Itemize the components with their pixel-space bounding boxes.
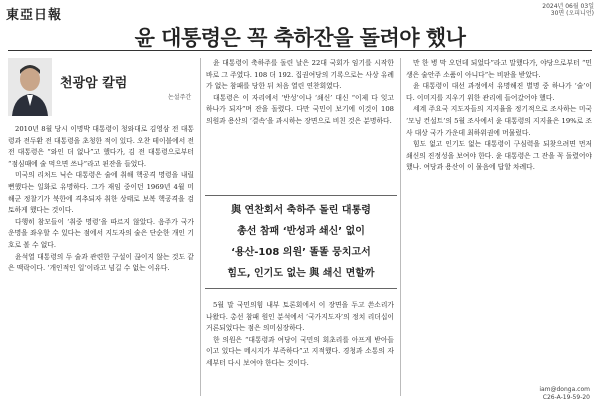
newspaper-masthead: 東亞日報 <box>6 8 63 23</box>
paragraph: 5월 말 국민의힘 내부 토론회에서 이 장면을 두고 쓴소리가 나왔다. 총선 참패 원인 분석에서 ‘국가지도자’의 정치 리더십이 거론되었다는 점은 의미심장하다. <box>206 301 394 333</box>
article-column-3 <box>406 58 592 384</box>
paragraph: 윤석열 대통령의 두 술과 관련한 구설이 끊이지 않는 것도 같은 맥락이다. ‘개인적인 일’이라고 넘길 수 없는 이유다. <box>8 252 194 273</box>
dateline-date: 2024년 06월 03일 <box>542 3 594 10</box>
pull-quote-line: ‘용산-108 의원’ 똘똘 뭉치고서 <box>231 247 371 258</box>
headline-divider <box>8 50 592 51</box>
column-name: 천광암 칼럼 <box>60 76 128 91</box>
author-email: iam@donga.com <box>539 386 590 393</box>
paragraph: 윤 대통령이 대선 과정에서 유명해진 별명 중 하나가 ‘술’이다. 이미지를 지우기 위한 관리에 들어갔어야 했다. <box>406 82 592 102</box>
article-headline: 윤 대통령은 꼭 축하잔을 돌려야 했나 <box>134 26 466 50</box>
pull-quote <box>205 195 397 289</box>
article-code: C26-A-19-59-20 <box>542 394 590 401</box>
paragraph: 윤 대통령이 축하주를 돌린 날은 22대 국회가 임기를 시작한 바로 그 주였다. 108 더 192. 집권여당의 기록으로는 사상 유례가 없는 참패를 당한 뒤 처음 열린 연찬회였다. <box>206 59 394 91</box>
dateline-section: 30면 (오피니언) <box>550 10 594 17</box>
pull-quote-line: 힘도, 인기도 없는 與 쇄신 면할까 <box>227 268 375 279</box>
columnist-photo <box>8 58 52 116</box>
dateline <box>542 3 594 17</box>
pull-quote-line: 與 연찬회서 축하주 돌린 대통령 <box>231 205 371 216</box>
columnist-role: 논설주간 <box>168 94 192 101</box>
article-column-2-bottom <box>206 300 394 396</box>
paragraph: 다행히 참모들이 ‘취중 명령’을 따르지 않았다. 음주가 국가 운명을 좌우할 수 있다는 점에서 지도자의 술은 단순한 개인 기호로 볼 수 없다. <box>8 217 194 249</box>
article-footer <box>539 386 590 402</box>
paragraph: 만 한 병 막 오던데 되었다”라고 말했다가, 야당으로부터 “민생은 술안주 소품이 아니다”는 비판을 받았다. <box>406 59 592 79</box>
paragraph: 대통령은 이 자리에서 ‘반성’이나 ‘쇄신’ 대신 “이제 다 잊고 하나가 되자”며 잔을 돌렸다. 다만 국민이 보기에 이것이 108 의원과 용산의 ‘결속’을 과시하는 장면으로 비친 것은 분명하다. <box>206 93 394 125</box>
paragraph: 2010년 8월 당시 이명박 대통령이 청와대로 김영삼 전 대통령과 전두환 전 대통령을 초청한 적이 있다. 오찬 테이블에서 전 전 대통령은 “와인 더 없나”고 했다가, 김 전 대통령으로부터 “점심때에 술 먹으면 쓰나”라고 핀잔을 들었다. <box>8 125 194 168</box>
pull-quote-line: 총선 참패 ‘반성과 쇄신’ 없이 <box>237 226 365 237</box>
column-divider <box>400 58 401 396</box>
article-column-1 <box>8 124 194 386</box>
article-column-2-top <box>206 58 394 190</box>
paragraph: 세계 주요국 지도자들의 지지율을 정기적으로 조사하는 미국 ‘모닝 컨설트’의 5월 조사에서 윤 대통령의 지지율은 19%로 조사 대상 국가 가운데 최하위권에 머물렀다. <box>406 105 592 137</box>
paragraph: 힘도 없고 인기도 없는 대통령이 구심력을 되찾으려면 먼저 쇄신의 진정성을 보여야 한다. 윤 대통령은 그 잔을 꼭 돌렸어야 했나. 여당과 용산이 이 물음에 답할 차례다. <box>406 140 592 172</box>
paragraph: 한 의원은 “대통령과 여당이 국민의 회초리를 아프게 받아들이고 있다는 메시지가 부족하다”고 지적했다. 경청과 소통의 자세부터 다시 보여야 한다는 것이다. <box>206 335 394 367</box>
column-divider <box>200 58 201 396</box>
paragraph: 미국의 리처드 닉슨 대통령은 술에 취해 핵공격 명령을 내릴 뻔했다는 일화로 유명하다. 그가 재임 중이던 1969년 4월 미 해군 정찰기가 북한에 격추되자 취한 상태로 보복 핵공격을 검토하게 했다는 것이다. <box>8 171 194 215</box>
